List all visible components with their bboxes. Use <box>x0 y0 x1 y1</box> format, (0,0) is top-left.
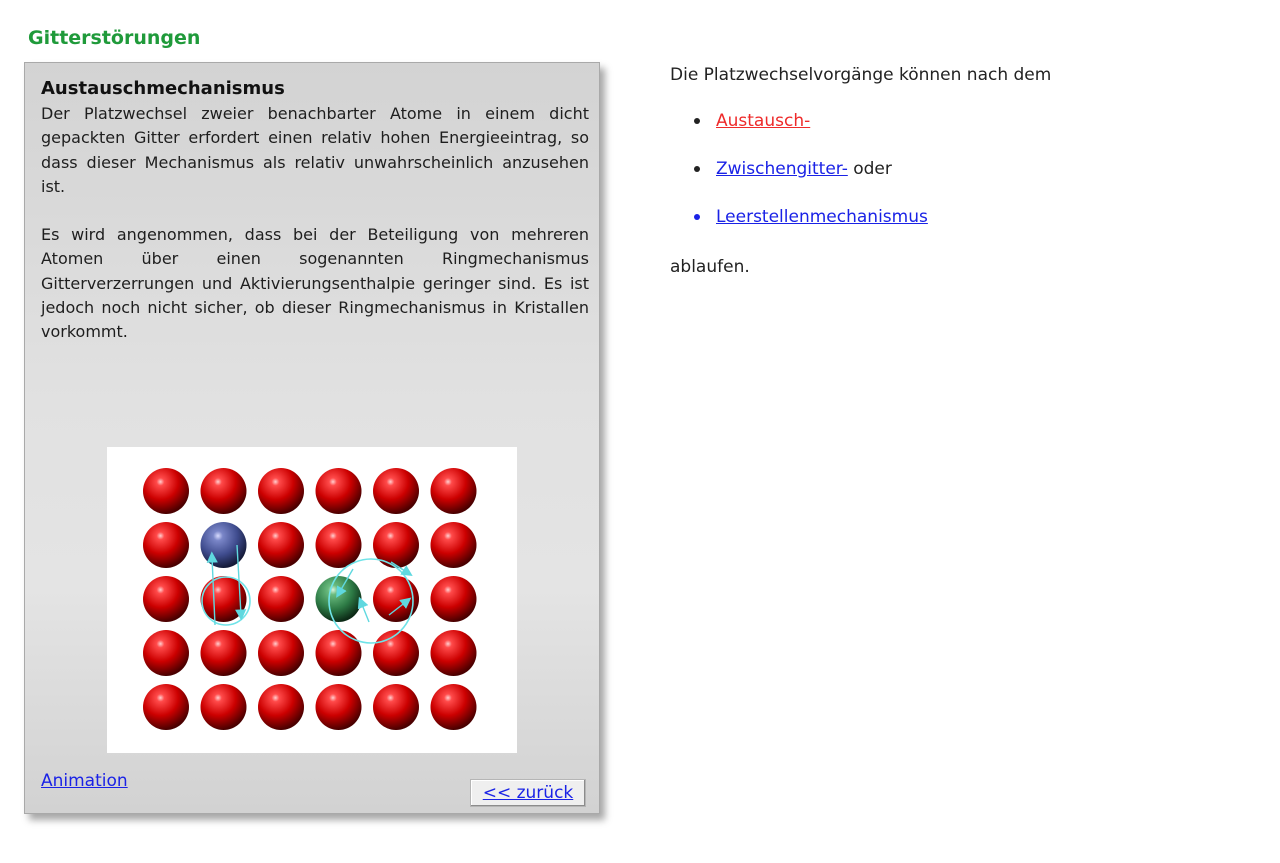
interstitial-suffix: oder <box>847 159 892 179</box>
red-atom <box>431 684 477 730</box>
animation-link[interactable]: Animation <box>41 771 128 791</box>
red-atom <box>143 468 189 514</box>
interstitial-mechanism-link[interactable]: Zwischengitter- <box>716 159 848 179</box>
red-atom <box>143 522 189 568</box>
red-atom <box>258 630 304 676</box>
red-atom <box>143 684 189 730</box>
red-atom <box>258 684 304 730</box>
bullet-icon <box>694 166 700 172</box>
vacancy-mechanism-link[interactable]: Leerstellenmechanismus <box>716 207 928 227</box>
red-atom <box>373 684 419 730</box>
panel-paragraph-2: Es wird angenommen, dass bei der Beteiligung von mehreren Atomen über einen sogenannten Ringmechanismus Gitterverzerrungen und Aktivierungsenthalpie geringer sind. Es ist jedoch noch nicht sicher, ob dieser Ringmechanismus in Kristallen vorkommt. <box>41 225 589 342</box>
info-panel <box>24 62 600 814</box>
outro-text: ablaufen. <box>670 257 750 277</box>
red-atom <box>431 576 477 622</box>
atom-lattice-figure <box>107 447 517 753</box>
red-atom <box>431 468 477 514</box>
red-atom <box>258 468 304 514</box>
mechanism-overview <box>670 62 1230 280</box>
red-atom <box>373 630 419 676</box>
intro-text: Die Platzwechselvorgänge können nach dem <box>670 65 1052 85</box>
red-atom <box>201 468 247 514</box>
red-atom <box>201 630 247 676</box>
panel-paragraph-1: Der Platzwechsel zweier benachbarter Atome in einem dicht gepackten Gitter erfordert einen relativ hohen Energieeintrag, so dass dieser Mechanismus als relativ unwahrscheinlich anzusehen ist. <box>41 104 589 196</box>
arrow-right-3 <box>361 602 369 622</box>
list-item-interstitial <box>670 156 1230 204</box>
red-atom <box>143 576 189 622</box>
bullet-icon <box>694 214 700 220</box>
page-title: Gitterstörungen <box>28 27 201 49</box>
mechanism-list <box>670 108 1230 252</box>
blue-atom <box>201 522 247 568</box>
list-item-vacancy <box>670 204 1230 252</box>
red-atom <box>316 684 362 730</box>
red-atom <box>316 630 362 676</box>
red-atom <box>201 684 247 730</box>
red-atom <box>431 522 477 568</box>
green-atom <box>316 576 362 622</box>
red-atom <box>316 522 362 568</box>
panel-body <box>41 102 589 369</box>
red-atom <box>143 630 189 676</box>
bullet-icon <box>694 118 700 124</box>
list-item-exchange <box>670 108 1230 156</box>
back-button[interactable]: << zurück <box>470 779 586 807</box>
red-atom <box>431 630 477 676</box>
red-atom <box>373 468 419 514</box>
atom-lattice-svg <box>107 447 517 753</box>
red-atom <box>258 576 304 622</box>
exchange-mechanism-link[interactable]: Austausch- <box>716 111 811 131</box>
panel-heading: Austauschmechanismus <box>41 78 285 99</box>
red-atom <box>373 576 419 622</box>
red-atom <box>316 468 362 514</box>
red-atom <box>373 522 419 568</box>
red-atom <box>258 522 304 568</box>
